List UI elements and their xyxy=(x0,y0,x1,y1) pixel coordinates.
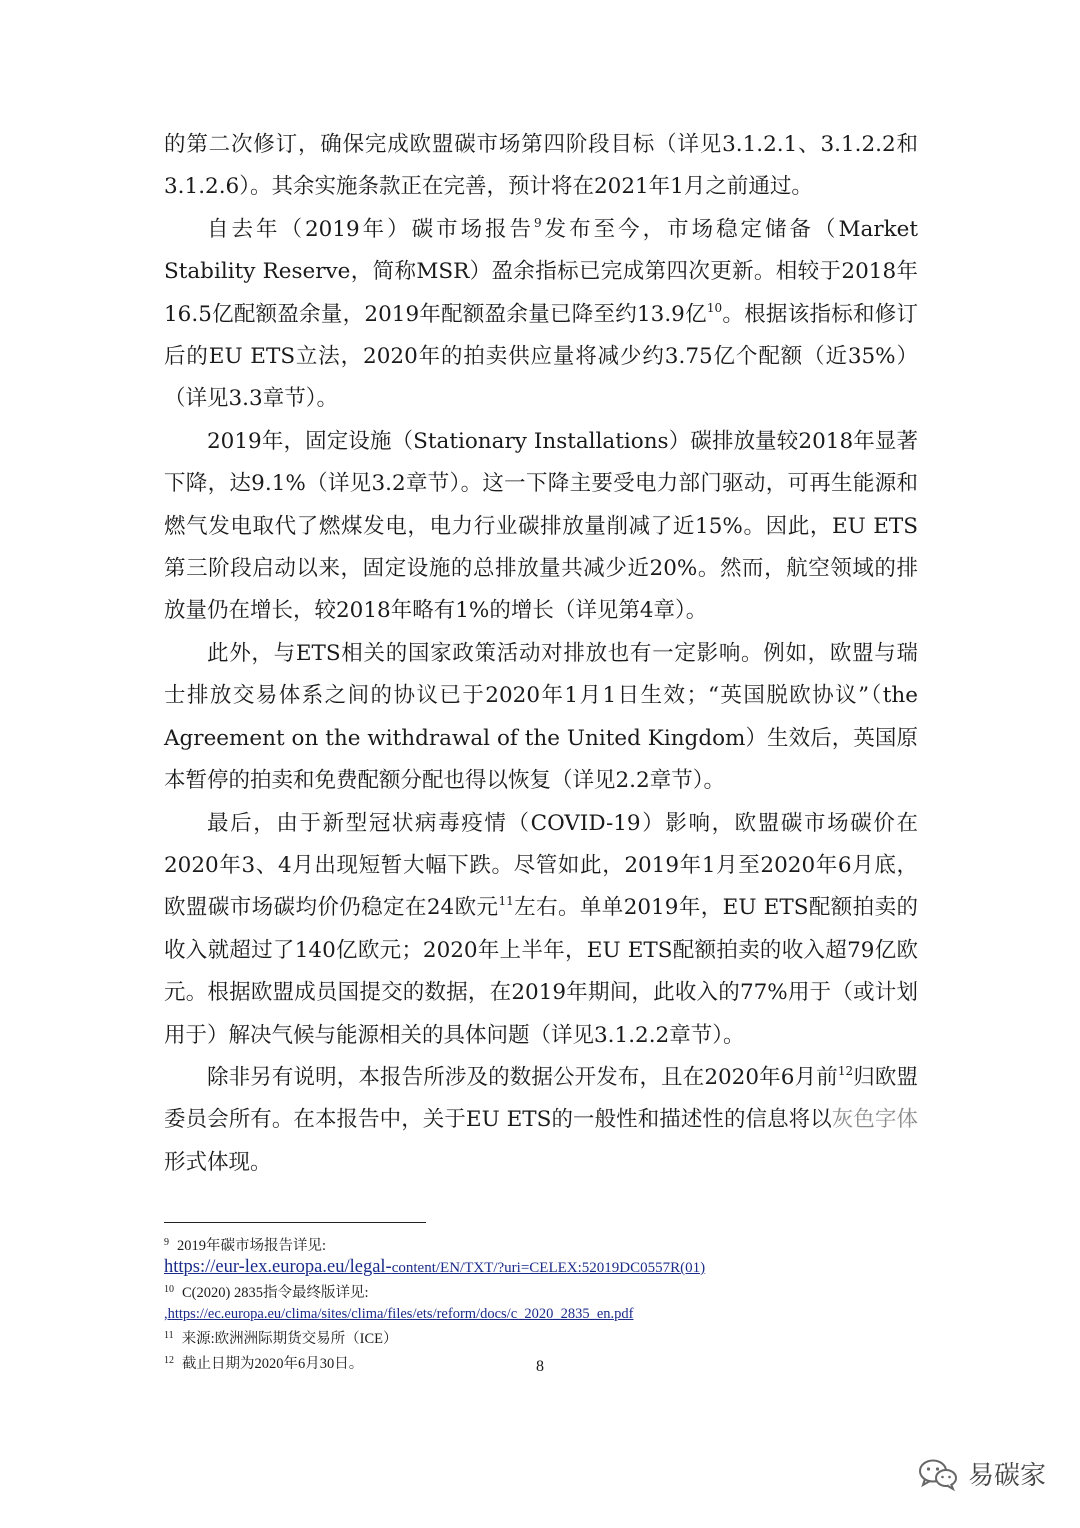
paragraph-text: 自去年（2019年）碳市场报告 xyxy=(207,216,535,242)
paragraph xyxy=(164,1057,918,1184)
paragraph-text: 发布至今，市场稳定储备（Market Stability Reserve，简称MSR）盈余指标已完成第四次更新。相较于2018年16.5亿配额盈余量，2019年配额盈余量已降至约13.9亿 xyxy=(164,216,918,327)
page-number: 8 xyxy=(536,1358,544,1375)
footnote-ref: 11 xyxy=(498,894,514,909)
footnote-9 xyxy=(164,1232,924,1257)
paragraph-text: 此外，与ETS相关的国家政策活动对排放也有一定影响。例如，欧盟与瑞士排放交易体系之间的协议已于2020年1月1日生效；“英国脱欧协议”（the Agreement on the withdrawal of the United Kingdom）生效后，英国原本暂停的拍卖和免费配额分配也得以恢复（详见2.2章节）。 xyxy=(164,640,918,794)
footnote-11-number: 11 xyxy=(164,1330,174,1341)
footnote-9-text: 2019年碳市场报告详见: xyxy=(177,1238,327,1254)
footnote-ref: 9 xyxy=(534,215,542,230)
watermark-label: 易碳家 xyxy=(968,1461,1047,1491)
body-text xyxy=(164,124,918,1184)
footnote-10-text: C(2020) 2835指令最终版详见: xyxy=(182,1285,369,1301)
footnote-divider xyxy=(164,1222,426,1223)
footnote-10-link-line xyxy=(164,1304,924,1325)
footnotes xyxy=(164,1232,924,1375)
paragraph xyxy=(164,421,918,633)
footnote-ref: 12 xyxy=(837,1063,854,1078)
gray-text: 灰色字体 xyxy=(831,1107,918,1133)
paragraph-text: 。根据该指标和修订后的EU ETS立法，2020年的拍卖供应量将减少约3.75亿个配额（近35%）（详见3.3章节）。 xyxy=(164,301,918,412)
paragraph xyxy=(164,803,918,1057)
footnote-ref: 10 xyxy=(706,300,723,315)
footnote-10-link[interactable]: ,https://ec.europa.eu/clima/sites/clima/files/ets/reform/docs/c_2020_2835_en.pdf xyxy=(164,1306,634,1322)
footnote-9-link-line xyxy=(164,1257,924,1279)
footnote-9-link-part1: https://eur-lex.europa.eu/legal- xyxy=(164,1257,392,1277)
footnote-9-link[interactable] xyxy=(164,1257,706,1277)
footnote-12-number: 12 xyxy=(164,1355,174,1366)
wechat-icon xyxy=(918,1457,958,1491)
paragraph-text: 最后，由于新型冠状病毒疫情（COVID-19）影响，欧盟碳市场碳价在2020年3、4月出现短暂大幅下跌。尽管如此，2019年1月至2020年6月底，欧盟碳市场碳均价仍稳定在24欧元 xyxy=(164,810,918,921)
paragraph-text: 的第二次修订，确保完成欧盟碳市场第四阶段目标（详见3.1.2.1、3.1.2.2和3.1.2.6）。其余实施条款正在完善，预计将在2021年1月之前通过。 xyxy=(164,132,918,200)
paragraph xyxy=(164,124,918,209)
paragraph-text: 除非另有说明，本报告所涉及的数据公开发布，且在2020年6月前 xyxy=(207,1064,838,1090)
footnote-10-number: 10 xyxy=(164,1284,174,1295)
footnote-11-text: 来源:欧洲洲际期货交易所（ICE） xyxy=(181,1331,398,1347)
paragraph-text: 2019年，固定设施（Stationary Installations）碳排放量较2018年显著下降，达9.1%（详见3.2章节）。这一下降主要受电力部门驱动，可再生能源和燃气发电取代了燃煤发电，电力行业碳排放量削减了近15%。因此，EU ETS第三阶段启动以来，固定设施的总排放量共减少近20%。然而，航空领域的排放量仍在增长，较2018年略有1%的增长（详见第4章）。 xyxy=(164,428,918,624)
paragraph xyxy=(164,209,918,421)
footnote-9-link-part2: content/EN/TXT/?uri=CELEX:52019DC0557R(01) xyxy=(391,1260,706,1276)
paragraph-text: 归欧盟委员会所有。在本报告中，关于EU ETS的一般性和描述性的信息将以 xyxy=(164,1064,918,1133)
paragraph-text: 左右。单单2019年，EU ETS配额拍卖的收入就超过了140亿欧元；2020年上半年，EU ETS配额拍卖的收入超79亿欧元。根据欧盟成员国提交的数据，在2019年期间，此收入的77%用于（或计划用于）解决气候与能源相关的具体问题（详见3.1.2.2章节）。 xyxy=(164,895,918,1048)
footnote-12-text: 截止日期为2020年6月30日。 xyxy=(182,1356,364,1372)
footnote-10 xyxy=(164,1279,924,1304)
footnote-9-number: 9 xyxy=(164,1237,169,1248)
paragraph xyxy=(164,633,918,803)
footnote-11 xyxy=(164,1325,924,1350)
watermark xyxy=(918,1455,1046,1492)
paragraph-text: 形式体现。 xyxy=(164,1149,272,1175)
